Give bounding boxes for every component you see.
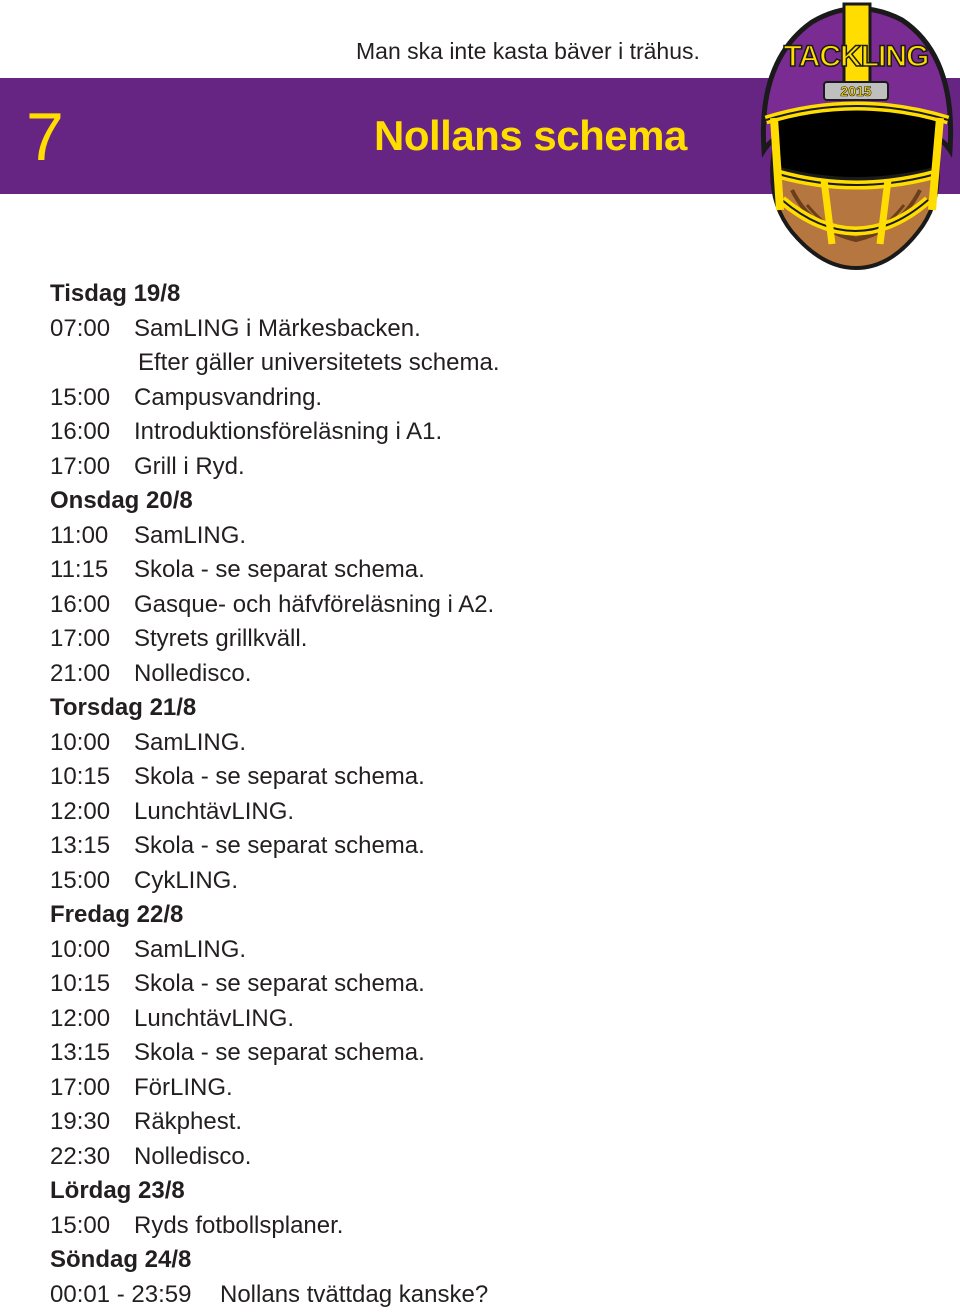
entry-event: Skola - se separat schema. (134, 829, 425, 864)
entry-event: SamLING. (134, 726, 246, 761)
day-section (50, 484, 930, 691)
page-number: 7 (26, 97, 64, 177)
schedule-entry (50, 1209, 930, 1244)
entry-event: Skola - se separat schema. (134, 967, 425, 1002)
day-section (50, 691, 930, 898)
entry-event: Ryds fotbollsplaner. (134, 1209, 343, 1244)
entry-event: FörLING. (134, 1071, 233, 1106)
entry-event: SamLING. (134, 933, 246, 968)
entry-time: 15:00 (50, 1209, 134, 1244)
entry-time: 16:00 (50, 588, 134, 623)
entry-time: 10:15 (50, 760, 134, 795)
entry-event: SamLING i Märkesbacken. (134, 312, 421, 347)
page-title: Nollans schema (374, 110, 687, 162)
schedule-entry (50, 657, 930, 692)
entry-time: 15:00 (50, 864, 134, 899)
entry-event: Styrets grillkväll. (134, 622, 307, 657)
entry-time (50, 346, 134, 381)
entry-time: 07:00 (50, 312, 134, 347)
entry-time: 10:00 (50, 933, 134, 968)
entry-time: 17:00 (50, 1071, 134, 1106)
entry-time: 17:00 (50, 622, 134, 657)
day-section (50, 1174, 930, 1243)
entry-time: 22:30 (50, 1140, 134, 1175)
entry-event: Campusvandring. (134, 381, 322, 416)
schedule-entry (50, 346, 930, 381)
schedule-entry (50, 519, 930, 554)
schedule-entry (50, 622, 930, 657)
entry-time: 17:00 (50, 450, 134, 485)
tagline: Man ska inte kasta bäver i trähus. (356, 38, 700, 65)
entry-time: 13:15 (50, 1036, 134, 1071)
tackling-helmet-logo (752, 0, 960, 270)
schedule-entry (50, 1140, 930, 1175)
entry-time: 10:00 (50, 726, 134, 761)
schedule-entry (50, 1071, 930, 1106)
entry-time: 00:01 - 23:59 (50, 1278, 220, 1312)
schedule-entry (50, 450, 930, 485)
schedule-entry (50, 553, 930, 588)
entry-event: Skola - se separat schema. (134, 553, 425, 588)
day-heading: Torsdag 21/8 (50, 691, 930, 726)
logo-year: 2015 (840, 83, 871, 99)
day-heading: Onsdag 20/8 (50, 484, 930, 519)
schedule-entry (50, 1105, 930, 1140)
entry-event: SamLING. (134, 519, 246, 554)
entry-time: 16:00 (50, 415, 134, 450)
entry-time: 19:30 (50, 1105, 134, 1140)
entry-event: Grill i Ryd. (134, 450, 245, 485)
entry-time: 12:00 (50, 1002, 134, 1037)
schedule-entry (50, 1278, 930, 1312)
schedule-entry (50, 415, 930, 450)
schedule (50, 277, 930, 1312)
schedule-entry (50, 760, 930, 795)
schedule-entry (50, 829, 930, 864)
entry-event: LunchtävLING. (134, 795, 294, 830)
entry-event: Introduktionsföreläsning i A1. (134, 415, 442, 450)
schedule-entry (50, 967, 930, 1002)
entry-event: CykLING. (134, 864, 238, 899)
entry-event: Gasque- och häfvföreläsning i A2. (134, 588, 494, 623)
schedule-entry (50, 795, 930, 830)
entry-time: 21:00 (50, 657, 134, 692)
entry-event: Skola - se separat schema. (134, 1036, 425, 1071)
schedule-entry (50, 381, 930, 416)
logo-text: TACKLING (784, 40, 929, 73)
schedule-entry (50, 864, 930, 899)
schedule-entry (50, 1002, 930, 1037)
entry-time: 13:15 (50, 829, 134, 864)
entry-time: 10:15 (50, 967, 134, 1002)
entry-event: Nolledisco. (134, 657, 251, 692)
entry-time: 15:00 (50, 381, 134, 416)
entry-event: Nolledisco. (134, 1140, 251, 1175)
day-heading: Fredag 22/8 (50, 898, 930, 933)
entry-time: 12:00 (50, 795, 134, 830)
day-heading: Söndag 24/8 (50, 1243, 930, 1278)
entry-event: Räkphest. (134, 1105, 242, 1140)
schedule-entry (50, 933, 930, 968)
entry-time: 11:15 (50, 553, 134, 588)
entry-event: Skola - se separat schema. (134, 760, 425, 795)
day-section (50, 277, 930, 484)
schedule-entry (50, 726, 930, 761)
entry-time: 11:00 (50, 519, 134, 554)
entry-event: LunchtävLING. (134, 1002, 294, 1037)
day-section (50, 1243, 930, 1312)
schedule-entry (50, 1036, 930, 1071)
schedule-entry (50, 588, 930, 623)
schedule-entry (50, 312, 930, 347)
entry-event: Efter gäller universitetets schema. (134, 346, 500, 381)
day-heading: Tisdag 19/8 (50, 277, 930, 312)
day-heading: Lördag 23/8 (50, 1174, 930, 1209)
entry-event: Nollans tvättdag kanske? (220, 1278, 488, 1312)
day-section (50, 898, 930, 1174)
